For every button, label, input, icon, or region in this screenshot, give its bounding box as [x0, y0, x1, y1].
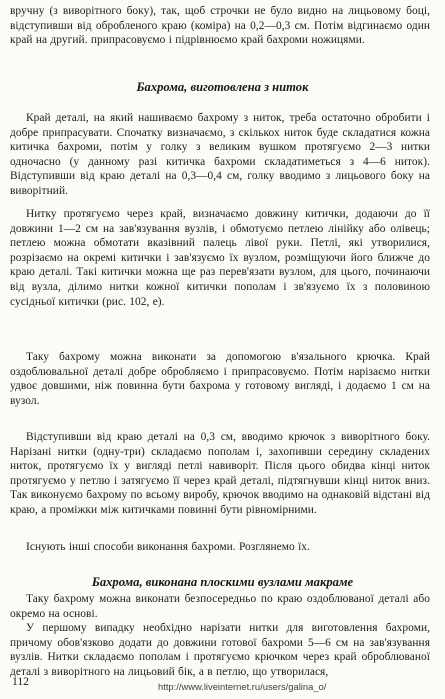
section-heading-thread-fringe: Бахрома, виготовлена з ниток — [136, 80, 309, 94]
watermark-url: http://www.liveinternet.ru/users/galina_o/ — [158, 681, 327, 692]
intro-paragraph: вручну (з виворітного боку), так, щоб строчки не було видно на лицьовому боці, відступивши від обробленого краю (коміра) на 0,2—0,3 см. Потім відгинаємо один край на другий. припрасовуємо і підрівнюємо край бахроми ножицями. — [10, 5, 430, 47]
paragraph: У першому випадку необхідно нарізати нитки для виготовлення бахроми, причому обов'язково додати до довжини готової бахроми 5—6 см на зав'язування вузлів. Нитки складаємо пополам і протягуємо крючком через край оброблюваної деталі з виворітного на лицьовий бік, а в петлю, що утворилася, — [10, 622, 430, 678]
paragraph: Існують інші способи виконання бахроми. Розглянемо їх. — [26, 541, 310, 553]
paragraph: Таку бахрому можна виконати за допомогою в'язального крючка. Край оздоблювальної деталі добре обробляємо і припрасовуємо. Потім нарізаємо нитки удвоє довшими, ніж повинна бути бахрома у готовому вигляді, і додаємо 1 см на вузол. — [10, 351, 430, 407]
section-heading-macrame-fringe: Бахрома, виконана плоскими вузлами макраме — [91, 575, 354, 589]
paragraph: Таку бахрому можна виконати безпосередньо по краю оздоблюваної деталі або окремо на основі. — [10, 593, 430, 620]
page-number: 112 — [12, 675, 29, 688]
paragraph: Відступивши від краю деталі на 0,3 см, вводимо крючок з виворітного боку. Нарізані нитки (одну-три) складаємо пополам і, захопивши середину складених ниток, протягуємо їх у вигляді петлі навиворіт. Після цього обидва кінці ниток протягуємо у петлю і затягуємо її через край деталі, підтягнувши кінці ниток вниз. Так виконуємо бахрому по всьому виробу, крючок вводимо на однаковій відстані від краю, а проміжки між китичками повинні бути рівномірними. — [10, 431, 430, 516]
paragraph: Край деталі, на який нашиваємо бахрому з ниток, треба остаточно обробити і добре припрасувати. Спочатку визначаємо, з скількох ниток буде складатися кожна китичка бахроми, потім у голку з великим вушком протягуємо 2—3 нитки одночасно (у данному разі китичка бахроми складатиметься з 4—6 ниток). Відступивши від краю деталі на 0,3—0,4 см, голку вводимо з лицьового боку на виворітний. — [10, 112, 430, 197]
paragraph: Нитку протягуємо через край, визначаємо довжину китички, додаючи до її довжини 1—2 см на зав'язування вузлів, і обмотуємо петлею лінійку або олівець; петлею можна обмотати вказівний палець лівої руки. Петлі, які утворилися, розрізаємо на окремі китички і зав'язуємо їх вузлом, розміщуючи його ближче до краю деталі. Такі китички можна ще раз перев'язати вузлом, для цього, починаючи від вузла, ділимо нитки кожної китички пополам і зв'язуємо їх з половиною сусідньої китички (рис. 102, е). — [10, 208, 430, 308]
